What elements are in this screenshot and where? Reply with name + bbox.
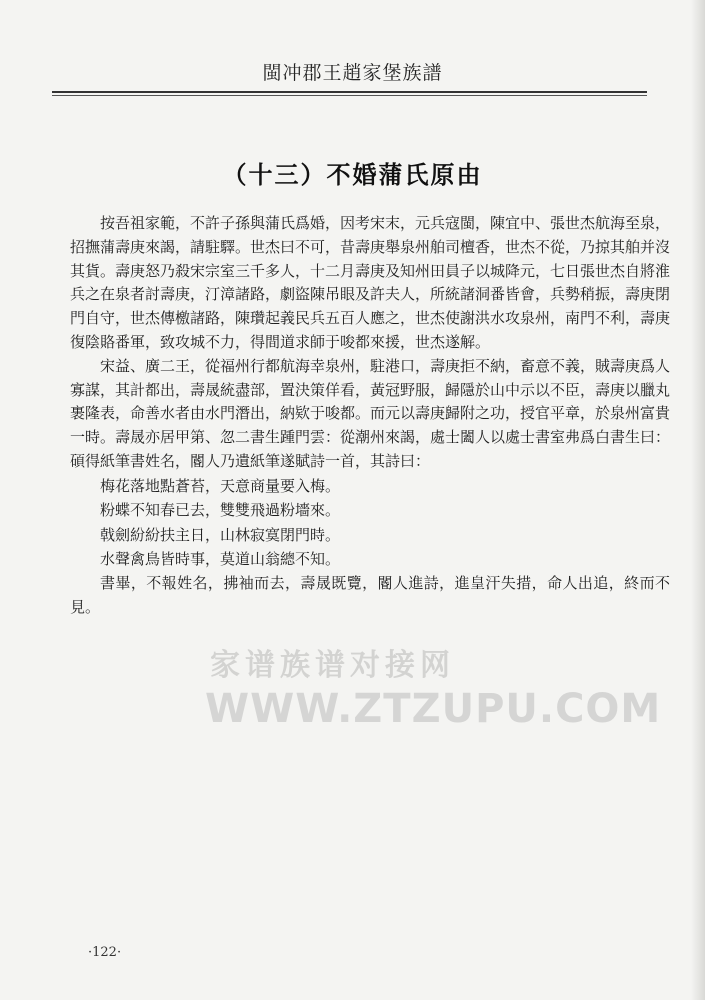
paragraph-2: 宋益、廣二王，從福州行都航海幸泉州，駐港口，壽庚拒不納，畜意不義，賊壽庚爲人寡謀，其計都出，壽晟統盡部，置決策佯看，黃冠野服，歸隱於山中示以不臣，壽庚以臘丸裹隆表，命善水者由水門潛出，納欵于唆都。而元以壽庚歸附之功，授官平章，於泉州富貴一時。壽晟亦居甲第、忽二書生踵門雲：從潮州來謁，處士闔人以處士書室弗爲白書生曰：碩得紙筆書姓名，閽人乃遺紙筆遂賦詩一首，其詩曰： (70, 356, 671, 470)
book-title: 閩冲郡王趙家堡族譜 (262, 62, 443, 84)
poem-line-2: 粉蝶不知春已去，雙雙飛過粉墻來。 (100, 501, 341, 520)
poem-line-4: 水聲禽鳥皆時事，莫道山翁總不知。 (100, 550, 341, 569)
poem-line-3: 戟劍紛紛扶主日，山林寂寞閉門時。 (100, 525, 341, 544)
chapter-title: （十三）不婚蒲氏原由 (222, 161, 483, 189)
paragraph-1: 按吾祖家範，不許子孫與蒲氏爲婚，因考宋末，元兵寇閩，陳宜中、張世杰航海至泉，招撫蒲壽庚來謁，請駐驛。世杰曰不可，昔壽庚舉泉州舶司檀香，世杰不從，乃掠其舶并沒其貨。壽庚怒乃殺宋宗室三千多人，十二月壽庚及知州田員子以城降元，七日張世杰自將淮兵之在泉者討壽庚，汀漳諸路，劇盜陳吊眼及許夫人，所統諸洞番皆會，兵勢稍振，壽庚閉門自守，世杰傳檄諸路，陳瓚起義民兵五百人應之，世杰使謝洪水攻泉州，南門不利，壽庚復陰賂番軍，致攻城不力，得間道求師于唆都來援，世杰遂解。 (70, 214, 671, 351)
page-number: ·122· (88, 945, 122, 960)
poem-line-1: 梅花落地點蒼苔，天意商量要入梅。 (100, 476, 341, 495)
page-edge-shadow (691, 0, 705, 1000)
body-text (70, 212, 670, 619)
paragraph-3: 書畢，不報姓名，拂袖而去，壽晟既覽，閽人進詩，進皇汗失措，命人出追，終而不見。 (70, 573, 670, 616)
header-rule (52, 91, 647, 93)
header-rule-thin (52, 95, 647, 96)
watermark-text: 家谱族谱对接网 (210, 648, 455, 683)
watermark-url: WWW.ZTZUPU.COM (205, 686, 662, 732)
